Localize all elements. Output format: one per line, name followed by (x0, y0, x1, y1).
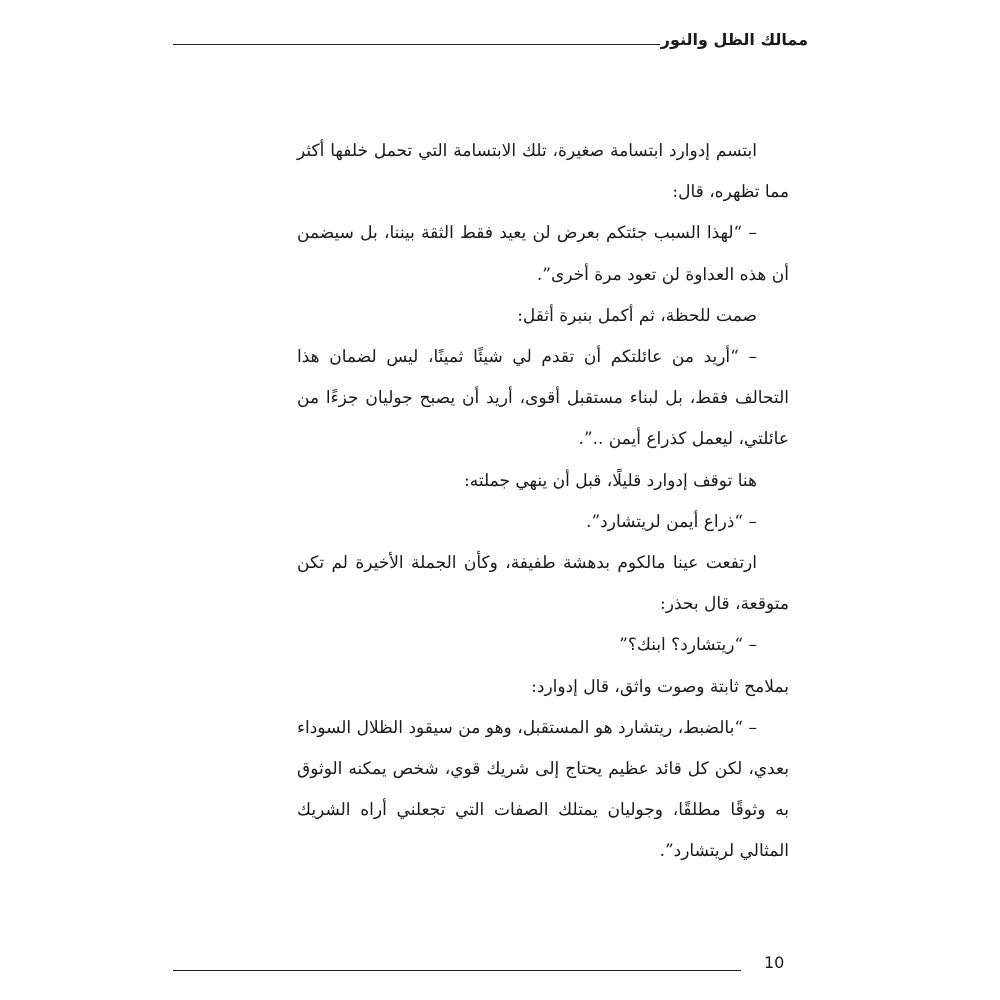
paragraph-1: ابتسم إدوارد ابتسامة صغيرة، تلك الابتسامة التي تحمل خلفها أكثر مما تظهره، قال: (297, 141, 789, 203)
paragraph-7: ارتفعت عينا مالكوم بدهشة طفيفة، وكأن الجملة الأخيرة لم تكن متوقعة، قال بحذر: (297, 553, 789, 615)
paragraph-5: هنا توقف إدوارد قليلًا، قبل أن ينهي جملته: (463, 470, 757, 491)
paragraph-4: – “أريد من عائلتكم أن تقدم لي شيئًا ثمينًا، ليس لضمان هذا التحالف فقط، بل لبناء مستقبل أقوى، أريد أن يصبح جوليان جزءًا من عائلتي، ليعمل كذراع أيمن ..”. (297, 347, 789, 450)
paragraph-10: – “بالضبط، ريتشارد هو المستقبل، وهو من سيقود الظلال السوداء بعدي، لكن كل قائد عظيم يحتاج إلى شريك قوي، شخص يمكنه الوثوق به وثوقًا مطلقًا، وجوليان يمتلك الصفات التي تجعلني أراه الشريك المثالي لريتشارد”. (297, 717, 789, 862)
paragraph-2: – “لهذا السبب جئتكم بعرض لن يعيد فقط الثقة بيننا، بل سيضمن أن هذه العداوة لن تعود مرة أخرى”. (297, 223, 789, 285)
header-rule (173, 44, 660, 45)
body-text (297, 131, 789, 873)
paragraph-9: بملامح ثابتة وصوت واثق، قال إدوارد: (531, 676, 789, 697)
paragraph-3: صمت للحظة، ثم أكمل بنبرة أثقل: (517, 305, 757, 326)
page-number: 10 (764, 953, 785, 972)
paragraph-6: – “ذراع أيمن لريتشارد”. (586, 511, 757, 532)
footer-rule (173, 970, 741, 971)
running-header-title: ممالك الظل والنور (660, 30, 808, 49)
paragraph-8: – “ريتشارد؟ ابنك؟” (619, 635, 757, 656)
